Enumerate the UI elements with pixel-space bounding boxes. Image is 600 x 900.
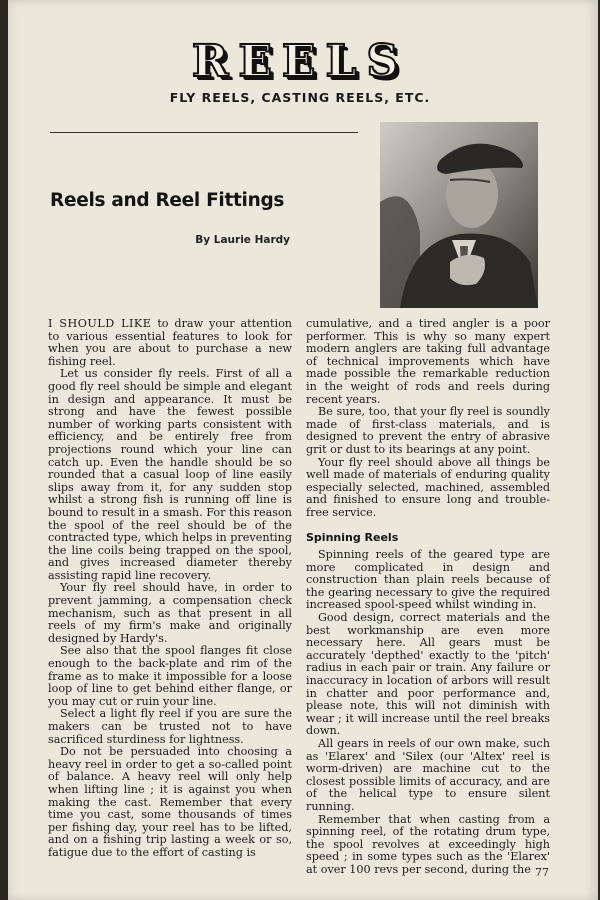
paragraph: Be sure, too, that your fly reel is soundly made of first-class materials, and is designed to prevent the entry of abrasive grit or dust to its bearings at any point. <box>306 405 550 456</box>
byline: By Laurie Hardy <box>195 234 290 246</box>
paragraph: All gears in reels of our own make, such as 'Elarex' and 'Silex (our 'Altex' reel is worm-driven) are machine cut to the closest possible limits of accuracy, and are of the helical type to ensure silent running. <box>306 737 550 813</box>
paragraph-text: to draw your attention to various essential features to look for when you are about to purchase a new fishing reel. <box>48 317 293 368</box>
paragraph: Good design, correct materials and the best workmanship are even more necessary here. All gears must be accurately 'depthed' exactly to the 'pitch' radius in each pair or train. Any failure or inaccuracy in location of arbors will result in chatter and poor performance and, please note, this will not diminish with wear ; it will increase until the reel breaks down. <box>306 611 550 738</box>
title-rule <box>50 132 358 133</box>
lead-in: I SHOULD LIKE <box>48 317 152 330</box>
paragraph: Remember that when casting from a spinning reel, of the rotating drum type, the spool revolves at exceedingly high speed ; in some types such as the 'Elarex' at over 100 revs per second, during the <box>306 812 550 876</box>
paragraph: Do not be persuaded into choosing a heavy reel in order to get a so-called point of balance. A heavy reel will only help when lifting line ; it is against you when making the cast. Remember that every time you cast, some thousands of times per fishing day, your reel has to be lifted, and on a fishing trip lasting a week or so, fatigue due to the effort of casting is <box>48 745 292 859</box>
paragraph: Select a light fly reel if you are sure the makers can be trusted not to have sacrificed sturdiness for lightness. <box>48 707 292 746</box>
page-number: 77 <box>535 866 549 879</box>
paragraph: See also that the spool flanges fit close enough to the back-plate and rim of the frame as to make it impossible for a loose loop of line to get behind either flange, or you may cut or ruin your line. <box>48 644 292 708</box>
paragraph: Your fly reel should have, in order to prevent jamming, a compensation check mechanism, such as that present in all reels of my firm's make and originally designed by Hardy's. <box>48 581 292 645</box>
paragraph: Your fly reel should above all things be well made of materials of enduring quality especially selected, machined, assembled and finished to ensure long and trouble-free service. <box>306 455 550 519</box>
paragraph: Spinning reels of the geared type are more complicated in design and construction than plain reels because of the gearing necessary to give the required increased spool-speed whilst winding in. <box>306 548 550 612</box>
paragraph: cumulative, and a tired angler is a poor performer. This is why so many expert modern anglers are taking full advantage of technical improvements which have made possible the remarkable reduction in the weight of rods and reels during recent years. <box>306 317 550 406</box>
left-column <box>48 318 292 860</box>
paragraph: Let us consider fly reels. First of all a good fly reel should be simple and elegant in design and appearance. It must be strong and have the fewest possible number of working parts consistent with efficiency, and be entirely free from projections round which your line can catch up. Even the handle should be so rounded that a casual loop of line easily slips away from it, for any sudden stop whilst a strong fish is running off line is bound to result in a smash. For this reason the spool of the reel should be of the contracted type, which helps in preventing the line coils being trapped on the spool, and gives increased diameter thereby assisting rapid line recovery. <box>48 367 292 582</box>
section-title: REELS <box>191 36 409 87</box>
right-column <box>306 318 550 877</box>
paragraph <box>48 318 292 368</box>
portrait-photo-icon <box>380 122 538 308</box>
section-heading: Spinning Reels <box>306 530 399 544</box>
portrait-photo <box>380 122 538 308</box>
section-subtitle: FLY REELS, CASTING REELS, ETC. <box>169 90 431 105</box>
article-title: Reels and Reel Fittings <box>50 190 285 211</box>
